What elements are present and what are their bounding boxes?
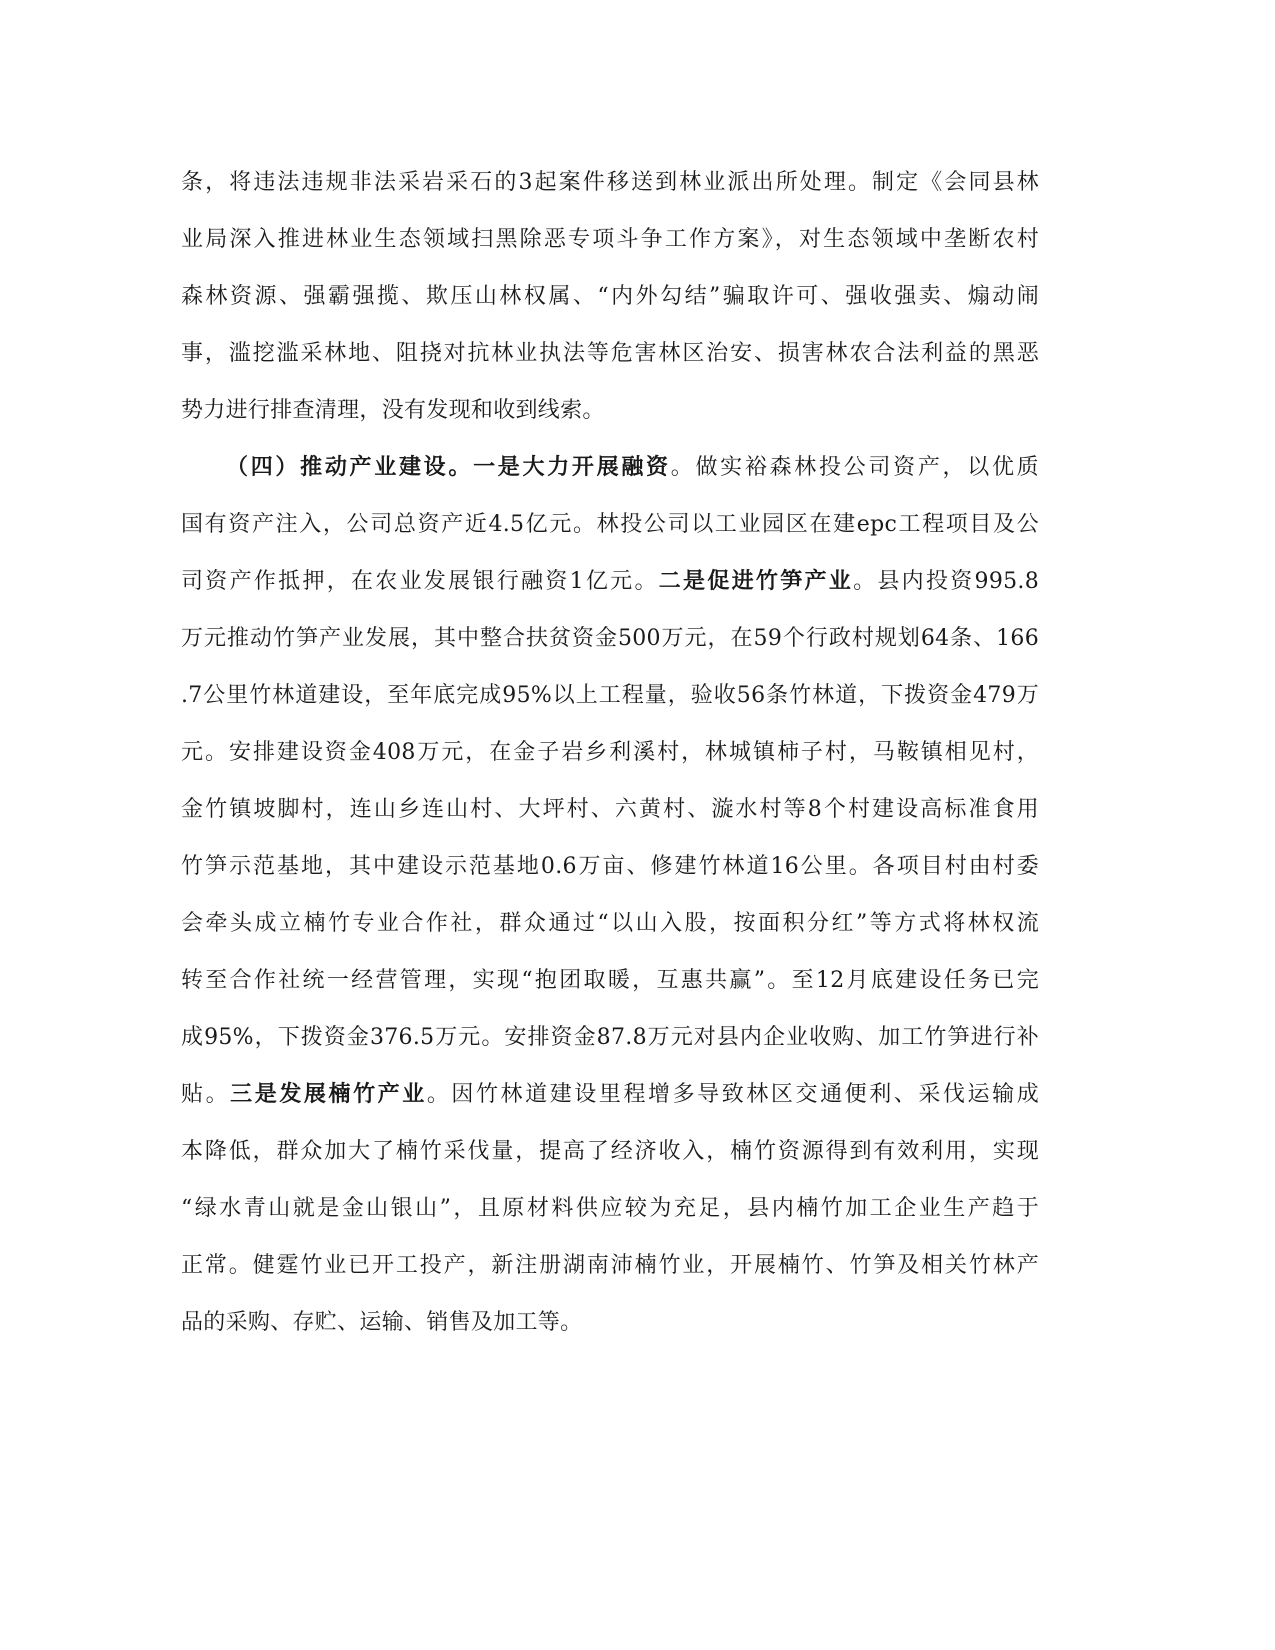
paragraph-line: 事，滥挖滥采林地、阻挠对抗林业执法等危害林区治安、损害林农合法利益的黑恶 [181,341,1039,366]
paragraph-line: 森林资源、强霸强揽、欺压山林权属、“内外勾结”骗取许可、强收强卖、煽动闹 [181,284,1039,309]
paragraph-line: 品的采购、存贮、运输、销售及加工等。 [181,1310,583,1335]
paragraph-line: 成95%，下拨资金376.5万元。安排资金87.8万元对县内企业收购、加工竹笋进行补 [181,1025,1039,1050]
paragraph-line [181,1075,1039,1115]
paragraph-line: 业局深入推进林业生态领域扫黑除恶专项斗争工作方案》，对生态领域中垄断农村 [181,227,1039,252]
text-run: 司资产作抵押，在农业发展银行融资1亿元。 [181,569,659,594]
paragraph-line: .7公里竹林道建设，至年底完成95%以上工程量，验收56条竹林道，下拨资金479万 [181,683,1039,708]
paragraph-line: 条，将违法违规非法采岩采石的3起案件移送到林业派出所处理。制定《会同县林 [181,170,1039,195]
paragraph-line: 金竹镇坡脚村，连山乡连山村、大坪村、六黄村、漩水村等8个村建设高标准食用 [181,797,1039,822]
text-run: 贴。 [181,1082,231,1107]
paragraph-line: 会牵头成立楠竹专业合作社，群众通过“以山入股，按面积分红”等方式将林权流 [181,911,1039,936]
subheading-financing: 一是大力开展融资 [473,455,671,480]
text-run: 。做实裕森林投公司资产，以优质 [670,455,1039,480]
subheading-nan-bamboo: 三是发展楠竹产业 [230,1082,427,1107]
section-heading-line [226,448,1039,488]
paragraph-line: 正常。健霆竹业已开工投产，新注册湖南沛楠竹业，开展楠竹、竹笋及相关竹林产 [181,1253,1039,1278]
text-run: 。县内投资995.8 [853,569,1039,594]
paragraph-line: 元。安排建设资金408万元，在金子岩乡利溪村，林城镇柿子村，马鞍镇相见村， [181,740,1039,765]
paragraph-line: 转至合作社统一经营管理，实现“抱团取暖，互惠共赢”。至12月底建设任务已完 [181,968,1039,993]
subheading-bamboo-shoots: 二是促进竹笋产业 [658,569,854,594]
paragraph-line: 国有资产注入，公司总资产近4.5亿元。林投公司以工业园区在建epc工程项目及公 [181,512,1039,537]
paragraph-line: 势力进行排查清理，没有发现和收到线索。 [181,398,605,423]
section-heading: （四）推动产业建设。 [226,455,474,480]
text-run: 。因竹林道建设里程增多导致林区交通便利、采伐运输成 [426,1082,1039,1107]
paragraph-line: 本降低，群众加大了楠竹采伐量，提高了经济收入，楠竹资源得到有效利用，实现 [181,1139,1039,1164]
paragraph-line: 竹笋示范基地，其中建设示范基地0.6万亩、修建竹林道16公里。各项目村由村委 [181,854,1039,879]
paragraph-line: 万元推动竹笋产业发展，其中整合扶贫资金500万元，在59个行政村规划64条、166 [181,626,1039,651]
paragraph-line: “绿水青山就是金山银山”，且原材料供应较为充足，县内楠竹加工企业生产趋于 [181,1196,1039,1221]
paragraph-line [181,562,1039,602]
